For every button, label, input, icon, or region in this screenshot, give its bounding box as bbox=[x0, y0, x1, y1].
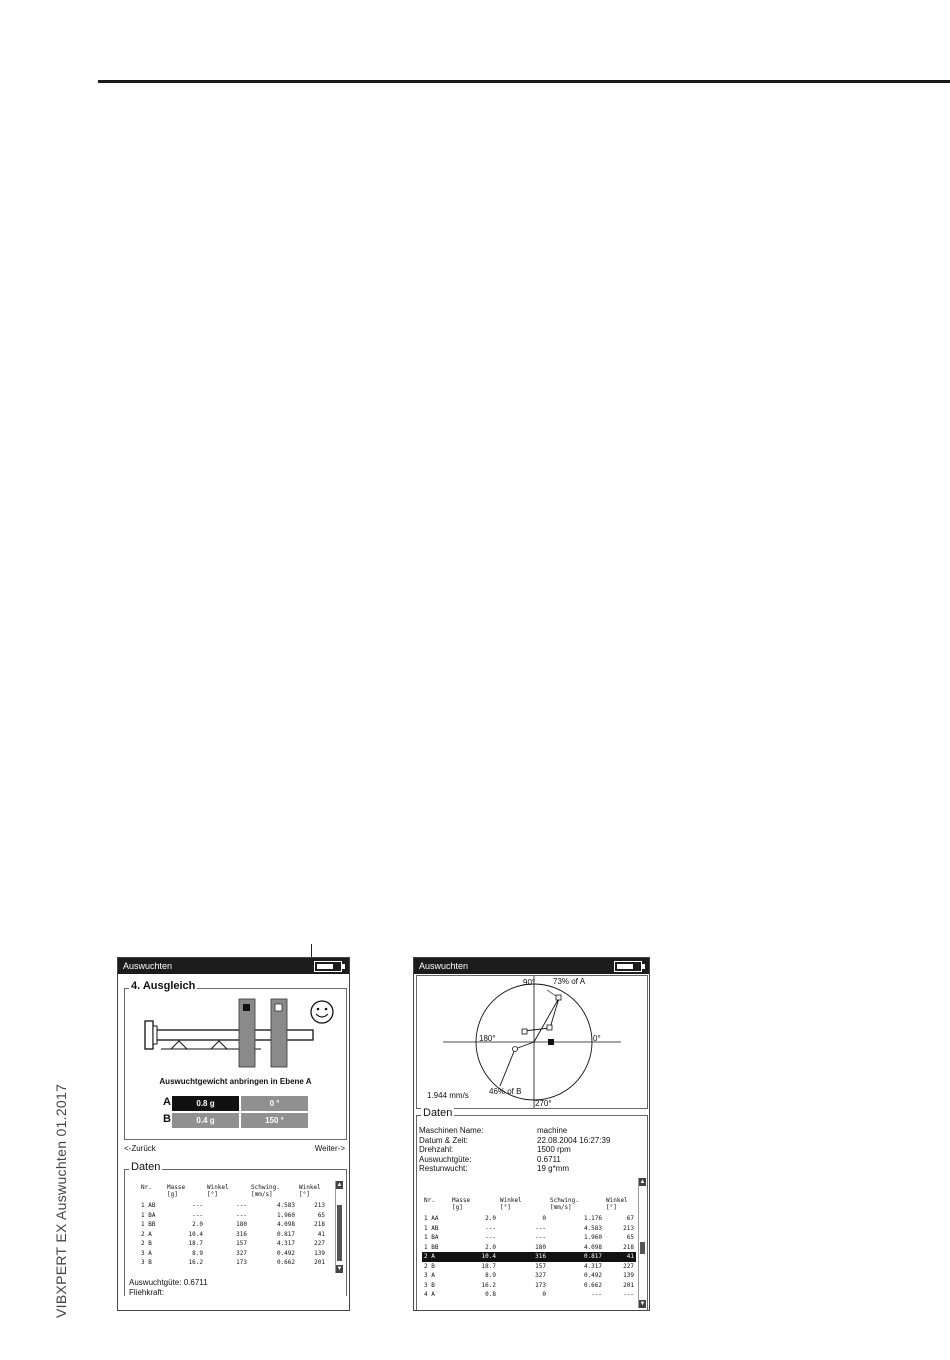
info-value: 22.08.2004 16:27:39 bbox=[537, 1135, 611, 1145]
table-cell: 218 bbox=[623, 1243, 634, 1251]
weight-marker-b bbox=[275, 1004, 282, 1011]
label-90: 90° bbox=[523, 978, 536, 987]
info-key: Auswuchtgüte: bbox=[419, 1154, 472, 1164]
table-cell: 213 bbox=[314, 1202, 325, 1209]
table-cell: 0.8 bbox=[485, 1291, 496, 1298]
table-cell: 180 bbox=[535, 1243, 546, 1251]
vector-point bbox=[548, 1039, 554, 1045]
table-cell: 0.817 bbox=[548, 1252, 604, 1262]
scroll-up-icon[interactable]: ▲ bbox=[639, 1179, 646, 1185]
next-button[interactable]: Weiter-> bbox=[314, 1144, 345, 1153]
table-cell: 1 AB bbox=[424, 1224, 439, 1232]
vector-point bbox=[556, 995, 561, 1000]
table-cell: 1.960 bbox=[583, 1234, 602, 1241]
table-header bbox=[139, 1184, 327, 1198]
table-cell: 0 bbox=[542, 1215, 546, 1222]
scroll-up-icon[interactable]: ▲ bbox=[336, 1182, 343, 1188]
table-row[interactable] bbox=[139, 1239, 327, 1249]
table-cell: 2 B bbox=[424, 1262, 435, 1270]
col-unit-angle: [°] bbox=[500, 1204, 511, 1211]
table-cell: 2 B bbox=[141, 1240, 152, 1247]
data-legend-left: Daten bbox=[131, 1161, 161, 1173]
col-header-nr: Nr. bbox=[141, 1184, 152, 1191]
info-key: Restunwucht: bbox=[419, 1164, 468, 1173]
table-row[interactable] bbox=[422, 1252, 636, 1262]
table-row[interactable] bbox=[422, 1290, 636, 1300]
scrollbar-left[interactable] bbox=[335, 1181, 343, 1273]
left-title: Auswuchten bbox=[123, 961, 173, 971]
plane-label-a: A bbox=[163, 1096, 171, 1108]
scroll-thumb[interactable] bbox=[337, 1205, 342, 1261]
right-titlebar bbox=[414, 958, 649, 974]
table-cell: 0.817 bbox=[276, 1230, 295, 1238]
table-cell: 0.492 bbox=[583, 1272, 602, 1279]
table-cell: 18.7 bbox=[481, 1262, 496, 1270]
table-cell: 41 bbox=[604, 1252, 636, 1262]
table-cell: 327 bbox=[535, 1272, 546, 1279]
table-cell: --- bbox=[192, 1202, 203, 1209]
col-header-angle: Winkel bbox=[500, 1197, 522, 1204]
left-screen bbox=[117, 957, 350, 1311]
table-cell: 10.4 bbox=[450, 1252, 498, 1262]
table-row[interactable] bbox=[139, 1220, 327, 1230]
header-rule bbox=[98, 80, 950, 83]
table-cell: 227 bbox=[623, 1262, 634, 1270]
table-cell: 180 bbox=[236, 1221, 247, 1228]
table-cell: 10.4 bbox=[188, 1230, 203, 1238]
table-cell: 2 A bbox=[422, 1252, 450, 1262]
table-cell: 3 B bbox=[424, 1281, 435, 1289]
table-row[interactable] bbox=[422, 1243, 636, 1253]
polar-plot bbox=[417, 976, 647, 1108]
table-cell: 1 BA bbox=[424, 1234, 439, 1241]
table-cell: 157 bbox=[236, 1240, 247, 1247]
plane-b-mass[interactable]: 0.4 g bbox=[172, 1113, 239, 1128]
table-cell: 218 bbox=[314, 1221, 325, 1228]
centrifugal-force: Fliehkraft: bbox=[129, 1288, 165, 1297]
plane-a-angle[interactable]: 0 ° bbox=[241, 1096, 308, 1111]
scroll-down-icon[interactable]: ▼ bbox=[336, 1266, 343, 1272]
label-180: 180° bbox=[479, 1034, 496, 1043]
info-key: Maschinen Name: bbox=[419, 1126, 484, 1135]
table-cell: 139 bbox=[623, 1272, 634, 1279]
col-header-mass: Masse bbox=[167, 1184, 186, 1191]
col-header-angle2: Winkel bbox=[299, 1184, 321, 1191]
table-cell: 65 bbox=[626, 1234, 634, 1241]
table-cell: 227 bbox=[314, 1240, 325, 1247]
col-unit-angle: [°] bbox=[207, 1191, 218, 1198]
table-cell: 8.9 bbox=[485, 1272, 496, 1279]
table-cell: 1 BA bbox=[141, 1211, 156, 1219]
table-cell: 8.9 bbox=[192, 1249, 203, 1257]
table-header bbox=[422, 1197, 636, 1211]
table-cell: 0.492 bbox=[276, 1249, 295, 1257]
table-cell: 157 bbox=[535, 1262, 546, 1270]
plane-label-b: B bbox=[163, 1113, 171, 1125]
col-unit-mass: [g] bbox=[167, 1191, 178, 1198]
table-cell: 1.176 bbox=[583, 1215, 602, 1222]
table-cell: --- bbox=[236, 1211, 247, 1219]
right-screen bbox=[413, 957, 650, 1311]
info-value: 1500 rpm bbox=[537, 1145, 571, 1154]
table-cell: 0.662 bbox=[276, 1259, 295, 1266]
table-cell: 1 BB bbox=[424, 1243, 439, 1251]
col-header-mass: Masse bbox=[452, 1197, 471, 1204]
back-button[interactable]: <-Zurück bbox=[124, 1144, 156, 1153]
table-cell: --- bbox=[192, 1211, 203, 1219]
right-title: Auswuchten bbox=[419, 961, 469, 971]
table-cell: 201 bbox=[623, 1281, 634, 1289]
table-cell: 3 B bbox=[141, 1259, 152, 1266]
table-cell: 3 A bbox=[141, 1249, 152, 1257]
table-row[interactable] bbox=[422, 1214, 636, 1224]
data-table-left bbox=[139, 1184, 327, 1268]
table-row[interactable] bbox=[139, 1211, 327, 1221]
table-cell: 1 BB bbox=[141, 1221, 156, 1228]
table-cell: 316 bbox=[236, 1230, 247, 1238]
col-unit-vib: [mm/s] bbox=[251, 1191, 273, 1198]
table-cell: 4.098 bbox=[583, 1243, 602, 1251]
vector-point bbox=[522, 1029, 527, 1034]
balance-quality: Auswuchtgüte: 0.6711 bbox=[129, 1278, 208, 1287]
table-cell: 18.7 bbox=[188, 1240, 203, 1247]
left-titlebar bbox=[118, 958, 349, 974]
table-row[interactable] bbox=[422, 1271, 636, 1281]
step-title: 4. Ausgleich bbox=[131, 980, 196, 992]
table-cell: 0.662 bbox=[583, 1281, 602, 1289]
table-row[interactable] bbox=[139, 1258, 327, 1268]
table-cell: 1 AA bbox=[424, 1215, 439, 1222]
col-header-vib: Schwing. bbox=[550, 1197, 579, 1204]
table-row[interactable] bbox=[422, 1262, 636, 1272]
table-cell: 316 bbox=[498, 1252, 548, 1262]
col-header-vib: Schwing. bbox=[251, 1184, 280, 1191]
amplitude-value: 1.944 mm/s bbox=[427, 1091, 469, 1100]
table-cell: --- bbox=[485, 1234, 496, 1241]
table-cell: 4.317 bbox=[583, 1262, 602, 1270]
table-cell: 0 bbox=[542, 1291, 546, 1298]
table-cell: --- bbox=[535, 1234, 546, 1241]
table-cell: 16.2 bbox=[188, 1259, 203, 1266]
table-cell: --- bbox=[535, 1224, 546, 1232]
table-cell: 173 bbox=[236, 1259, 247, 1266]
scroll-thumb[interactable] bbox=[640, 1242, 645, 1254]
label-a-percent: 73% of A bbox=[553, 977, 586, 986]
col-unit-vib: [mm/s] bbox=[550, 1204, 572, 1211]
table-cell: 2.0 bbox=[192, 1221, 203, 1228]
data-group-left bbox=[124, 1161, 347, 1297]
table-cell: --- bbox=[623, 1291, 634, 1298]
vector-point bbox=[547, 1025, 552, 1030]
table-cell: 3 A bbox=[424, 1272, 435, 1279]
col-header-angle2: Winkel bbox=[606, 1197, 628, 1204]
table-row[interactable] bbox=[422, 1281, 636, 1291]
plane-a-mass[interactable]: 0.8 g bbox=[172, 1096, 239, 1111]
table-cell: 65 bbox=[317, 1211, 325, 1219]
table-cell: 4.583 bbox=[276, 1202, 295, 1209]
table-cell: --- bbox=[485, 1224, 496, 1232]
plane-b-angle[interactable]: 150 ° bbox=[241, 1113, 308, 1128]
table-cell: 16.2 bbox=[481, 1281, 496, 1289]
info-list bbox=[419, 1126, 644, 1176]
info-value: machine bbox=[537, 1126, 568, 1135]
table-row[interactable] bbox=[139, 1201, 327, 1211]
instruction-text: Auswuchtgewicht anbringen in Ebene A bbox=[159, 1077, 312, 1086]
table-cell: --- bbox=[236, 1202, 247, 1209]
table-cell: 201 bbox=[314, 1259, 325, 1266]
info-key: Drehzahl: bbox=[419, 1145, 454, 1154]
table-row[interactable] bbox=[422, 1233, 636, 1243]
table-cell: 213 bbox=[623, 1224, 634, 1232]
side-footer-text: VIBXPERT EX Auswuchten 01.2017 bbox=[53, 1083, 69, 1318]
col-unit-angle2: [°] bbox=[606, 1204, 617, 1211]
table-cell: 4.098 bbox=[276, 1221, 295, 1228]
table-cell: 173 bbox=[535, 1281, 546, 1289]
table-cell: 1.960 bbox=[276, 1211, 295, 1219]
col-unit-angle2: [°] bbox=[299, 1191, 310, 1198]
col-unit-mass: [g] bbox=[452, 1204, 463, 1211]
weight-marker-a bbox=[243, 1004, 250, 1011]
smiley-icon bbox=[309, 999, 335, 1025]
table-cell: 67 bbox=[626, 1215, 634, 1222]
step-group bbox=[124, 980, 347, 1140]
table-cell: 4.317 bbox=[276, 1240, 295, 1247]
scroll-down-icon[interactable]: ▼ bbox=[639, 1301, 646, 1307]
table-cell: --- bbox=[591, 1291, 602, 1298]
table-cell: 4 A bbox=[424, 1291, 435, 1298]
vector-point bbox=[513, 1047, 518, 1052]
info-value: 0.6711 bbox=[537, 1154, 561, 1164]
data-group-right bbox=[416, 1107, 648, 1311]
table-cell: 4.583 bbox=[583, 1224, 602, 1232]
table-cell: 2.0 bbox=[485, 1215, 496, 1222]
label-0: 0° bbox=[593, 1034, 601, 1043]
info-key: Datum & Zeit: bbox=[419, 1135, 468, 1145]
col-header-angle: Winkel bbox=[207, 1184, 229, 1191]
battery-icon bbox=[314, 961, 342, 972]
col-header-nr: Nr. bbox=[424, 1197, 435, 1204]
polar-panel bbox=[416, 975, 648, 1109]
table-cell: 327 bbox=[236, 1249, 247, 1257]
info-value: 19 g*mm bbox=[537, 1164, 570, 1173]
label-b-percent: 46% of B bbox=[489, 1087, 522, 1096]
data-table-right bbox=[422, 1197, 636, 1300]
table-cell: 41 bbox=[317, 1230, 325, 1238]
table-cell: 2.0 bbox=[485, 1243, 496, 1251]
data-legend-right: Daten bbox=[423, 1107, 453, 1119]
table-cell: 2 A bbox=[141, 1230, 152, 1238]
label-270: 270° bbox=[535, 1099, 552, 1108]
table-row[interactable] bbox=[139, 1230, 327, 1240]
table-cell: 139 bbox=[314, 1249, 325, 1257]
table-row[interactable] bbox=[422, 1224, 636, 1234]
battery-icon bbox=[614, 961, 642, 972]
table-cell: 1 AB bbox=[141, 1202, 156, 1209]
scrollbar-right[interactable] bbox=[638, 1178, 646, 1308]
table-row[interactable] bbox=[139, 1249, 327, 1259]
